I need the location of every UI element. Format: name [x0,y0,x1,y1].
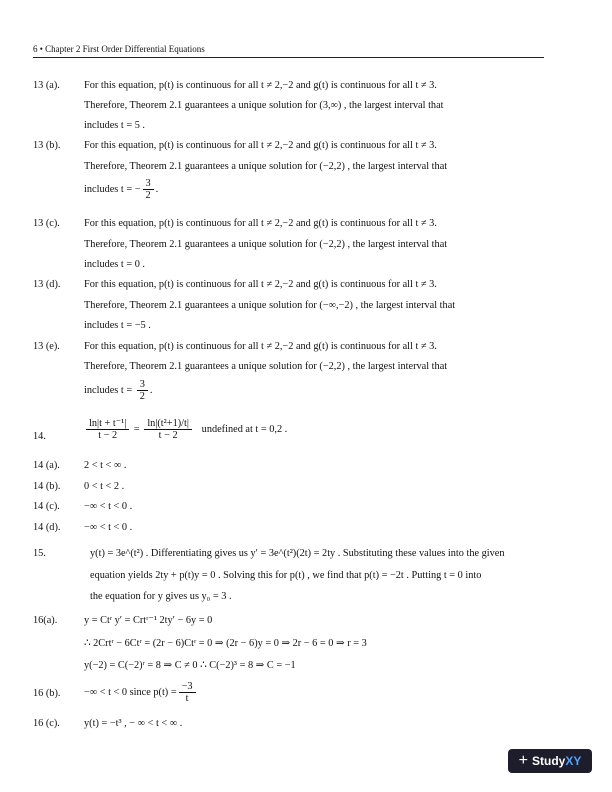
header-rule [33,57,544,58]
problem-label: 13 (a). [33,80,60,91]
line-text: −∞ < t < 0 since p(t) = [84,687,177,698]
problem-line: For this equation, p(t) is continuous for all t ≠ 2,−2 and g(t) is continuous for all t ≠ 3. [84,80,437,91]
problem-line: includes t = 0 . [84,259,146,270]
problem-line: For this equation, p(t) is continuous for all t ≠ 2,−2 and g(t) is continuous for all t ≠ 3. [84,279,437,290]
problem-label: 13 (c). [33,218,60,229]
fraction [86,418,129,441]
problem-line [84,379,152,402]
equals-sign: = [133,424,140,435]
line-text: undefined at t = 0,2 . [201,424,288,435]
line-end: . [149,384,153,396]
problem-line: Therefore, Theorem 2.1 guarantees a unique solution for (−2,2) , the largest interval that [84,239,448,250]
denominator: 2 [139,391,145,402]
problem-line: Therefore, Theorem 2.1 guarantees a unique solution for (−2,2) , the largest interval that [84,161,448,172]
problem-label: 16 (b). [33,688,61,699]
numerator: 3 [143,178,154,190]
problem-line: 0 < t < 2 . [84,481,125,492]
problem-label: 14 (d). [33,522,61,533]
denominator: t − 2 [98,430,118,442]
problem-line: For this equation, p(t) is continuous for all t ≠ 2,−2 and g(t) is continuous for all t ≠ 3. [84,341,437,352]
problem-line [84,178,158,201]
line-text: includes t = [84,384,135,396]
denominator: 2 [145,190,151,201]
problem-label: 15. [33,548,46,559]
studyxy-logo[interactable] [508,749,592,773]
problem-line: 2 < t < ∞ . [84,460,127,471]
problem-label: 14 (c). [33,501,60,512]
problem-label: 13 (e). [33,341,60,352]
problem-line: the equation for y gives us y₀ = 3 . [90,591,232,602]
numerator: ln|t + t⁻¹| [86,418,129,430]
problem-line: equation yields 2ty + p(t)y = 0 . Solving this for p(t) , we find that p(t) = −2t . Putting t = 0 into [90,570,482,581]
problem-line: includes t = 5 . [84,120,146,131]
problem-label: 13 (b). [33,140,61,151]
problem-label: 16 (c). [33,718,60,729]
line-end: . [155,183,159,195]
line-text: includes t = − [84,183,141,195]
problem-line: For this equation, p(t) is continuous for all t ≠ 2,−2 and g(t) is continuous for all t ≠ 3. [84,140,437,151]
denominator: t [185,693,189,705]
problem-line [84,678,198,708]
problem-line: Therefore, Theorem 2.1 guarantees a unique solution for (−2,2) , the largest interval that [84,361,448,372]
brand-suffix: XY [565,754,582,768]
fraction [144,418,192,441]
problem-line: Therefore, Theorem 2.1 guarantees a unique solution for (−∞,−2) , the largest interval that [84,300,456,311]
problem-label: 14. [33,431,46,442]
problem-line: For this equation, p(t) is continuous for all t ≠ 2,−2 and g(t) is continuous for all t ≠ 3. [84,218,437,229]
problem-label: 14 (b). [33,481,61,492]
problem-label: 16(a). [33,615,58,626]
problem-line: y(t) = −t³ , − ∞ < t < ∞ . [84,718,183,729]
plus-icon: + [518,752,528,769]
problem-line: y = Ctʳ y′ = Crtʳ⁻¹ 2ty′ − 6y = 0 [84,615,213,626]
page-header: 6 • Chapter 2 First Order Differential Equations [33,44,205,54]
problem-line: −∞ < t < 0 . [84,501,133,512]
problem-label: 13 (d). [33,279,61,290]
fraction [179,681,196,704]
fraction [143,178,154,201]
numerator: −3 [179,681,196,693]
problem-line: y(−2) = C(−2)ʳ = 8 ⇒ C ≠ 0 ∴ C(−2)³ = 8 ⇒ C = −1 [84,660,296,671]
problem-label: 14 (a). [33,460,60,471]
problem-line: includes t = −5 . [84,320,151,331]
brand-name: Study [531,754,566,768]
denominator: t − 2 [158,430,178,442]
numerator: 3 [137,379,148,391]
problem-line: −∞ < t < 0 . [84,522,133,533]
problem-line: y(t) = 3e^(t²) . Differentiating gives us y′ = 3e^(t²)(2t) = 2ty . Substituting these values into the given [90,548,505,559]
problem-line [84,417,287,443]
fraction [137,379,148,402]
numerator: ln|(t²+1)/t| [144,418,192,430]
problem-line: ∴ 2Crtʳ − 6Ctʳ = (2r − 6)Ctʳ = 0 ⇒ (2r − 6)y = 0 ⇒ 2r − 6 = 0 ⇒ r = 3 [84,638,367,649]
problem-line: Therefore, Theorem 2.1 guarantees a unique solution for (3,∞) , the largest interval that [84,100,444,111]
